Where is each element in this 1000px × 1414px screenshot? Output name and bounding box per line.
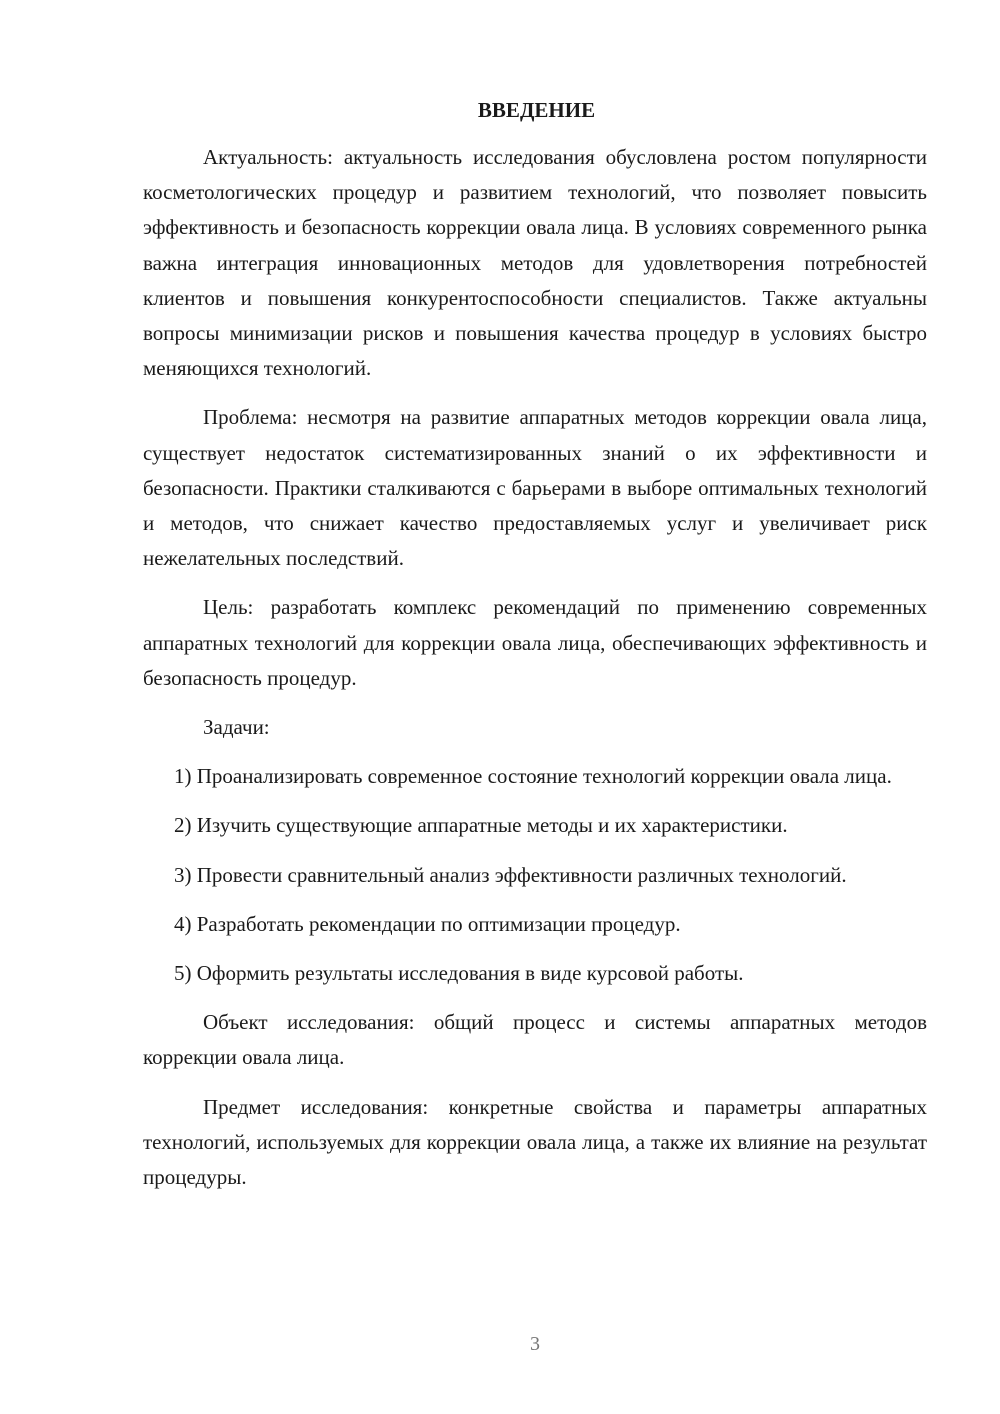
page-number: 3 [530, 1333, 540, 1355]
paragraph-subject: Предмет исследования: конкретные свойства и параметры аппаратных технологий, используемых для коррекции овала лица, а также их влияние на результат процедуры. [143, 1094, 927, 1190]
task-item-3: 3) Провести сравнительный анализ эффективности различных технологий. [174, 862, 847, 887]
paragraph-problem: Проблема: несмотря на развитие аппаратных методов коррекции овала лица, существует недостаток систематизированных знаний о их эффективности и безопасности. Практики сталкиваются с барьерами в выборе оптимальных технологий и методов, что снижает качество предоставляемых услуг и увеличивает риск нежелательных последствий. [143, 405, 927, 571]
section-heading: ВВЕДЕНИЕ [477, 98, 596, 122]
paragraph-relevance: Актуальность: актуальность исследования обусловлена ростом популярности косметологических процедур и развитием технологий, что позволяет повысить эффективность и безопасность коррекции овала лица. В условиях современного рынка важна интеграция инновационных методов для удовлетворения потребностей клиентов и повышения конкурентоспособности специалистов. Также актуальны вопросы минимизации рисков и повышения качества процедур в условиях быстро меняющихся технологий. [143, 145, 927, 381]
task-item-5: 5) Оформить результаты исследования в виде курсовой работы. [174, 961, 744, 986]
task-item-4: 4) Разработать рекомендации по оптимизации процедур. [174, 911, 681, 936]
task-item-1: 1) Проанализировать современное состояние технологий коррекции овала лица. [174, 764, 892, 789]
paragraph-goal: Цель: разработать комплекс рекомендаций по применению современных аппаратных технологий для коррекции овала лица, обеспечивающих эффективность и безопасность процедур. [143, 595, 927, 690]
tasks-label: Задачи: [203, 715, 270, 740]
document-body [143, 93, 927, 1209]
paragraph-object: Объект исследования: общий процесс и системы аппаратных методов коррекции овала лица. [143, 1010, 927, 1070]
task-item-2: 2) Изучить существующие аппаратные методы и их характеристики. [174, 813, 788, 838]
